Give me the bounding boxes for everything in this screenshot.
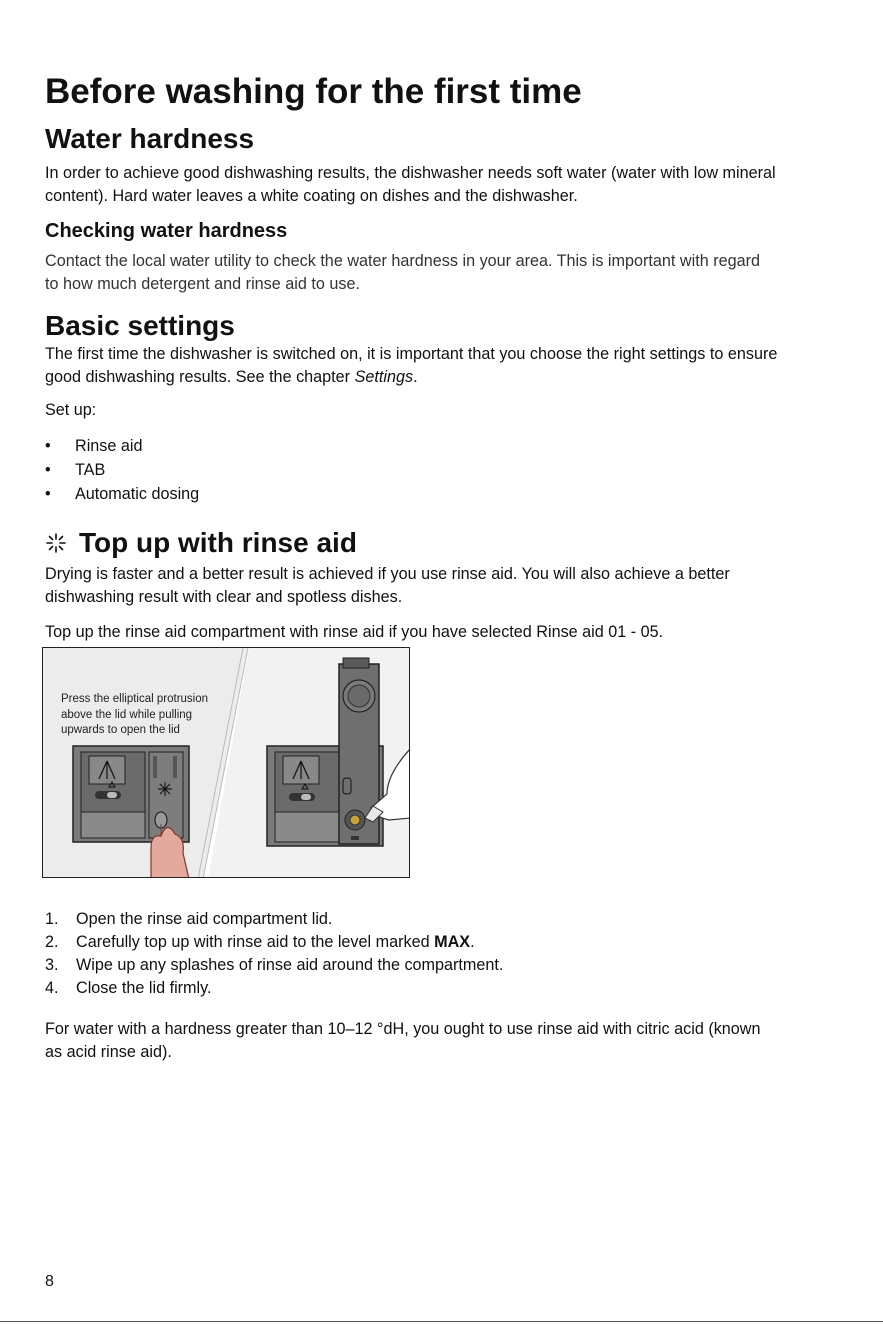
step-number: 3. [45,956,59,974]
top-up-line-1: Drying is faster and a better result is achieved if you use rinse aid. You will also achieve a better [45,565,730,583]
basic-settings-line-2-prefix: good dishwashing results. See the chapter [45,368,355,386]
section-heading-top-up [45,525,357,561]
setup-list [45,434,199,506]
step-number: 1. [45,910,59,928]
dispenser-drawing [43,648,410,878]
step-text: Wipe up any splashes of rinse aid around the compartment. [76,956,504,974]
rinse-aid-sparkle-icon [45,532,67,554]
water-hardness-line-2: content). Hard water leaves a white coating on dishes and the dishwasher. [45,187,578,205]
rinse-aid-illustration [42,647,410,878]
acid-rinse-aid-note [45,1018,845,1064]
section-heading-basic-settings: Basic settings [45,310,235,341]
list-item: • Rinse aid [45,434,199,458]
top-up-paragraph [45,563,845,609]
step-text-prefix: Carefully top up with rinse aid to the level marked [76,933,435,951]
page-number: 8 [45,1273,54,1290]
basic-settings-line-1: The first time the dishwasher is switched on, it is important that you choose the right settings to ensure [45,345,778,363]
note-line-1: For water with a hardness greater than 10–12 °dH, you ought to use rinse aid with citric acid (known [45,1020,761,1038]
caption-line: Press the elliptical protrusion [61,693,209,705]
list-item [45,977,503,1000]
list-item [45,908,503,931]
setup-label: Set up: [45,401,97,419]
step-number: 2. [45,933,59,951]
water-hardness-line-1: In order to achieve good dishwashing results, the dishwasher needs soft water (water with low mineral [45,164,776,182]
step-text: Open the rinse aid compartment lid. [76,910,333,928]
list-item: • Automatic dosing [45,482,199,506]
settings-chapter-reference: Settings [354,368,414,386]
checking-line-2: to how much detergent and rinse aid to use. [45,275,360,293]
step-number: 4. [45,979,59,997]
water-hardness-paragraph [45,162,845,208]
page-title: Before washing for the first time [45,72,582,111]
top-up-steps [45,908,503,1000]
basic-settings-paragraph [45,343,845,389]
basic-settings-line-2-suffix: . [413,368,418,386]
list-item [45,954,503,977]
section-heading-water-hardness: Water hardness [45,123,255,154]
subheading-checking-water-hardness: Checking water hardness [45,220,288,242]
max-level-label: MAX [434,933,471,951]
top-up-line-2: dishwashing result with clear and spotless dishes. [45,588,403,606]
step-text-suffix: . [470,933,475,951]
checking-line-1: Contact the local water utility to check the water hardness in your area. This is important with regard [45,252,760,270]
step-text: Close the lid firmly. [76,979,212,997]
list-item: • TAB [45,458,199,482]
list-item [45,931,503,954]
footer-divider [0,1321,883,1322]
caption-line: upwards to open the lid [61,724,180,736]
caption-line: above the lid while pulling [61,708,193,721]
checking-water-hardness-paragraph [45,250,845,296]
top-up-heading-text: Top up with rinse aid [79,527,357,558]
top-up-instruction: Top up the rinse aid compartment with rinse aid if you have selected Rinse aid 01 - 05. [45,623,664,641]
note-line-2: as acid rinse aid). [45,1043,172,1061]
figure-caption [61,692,241,739]
